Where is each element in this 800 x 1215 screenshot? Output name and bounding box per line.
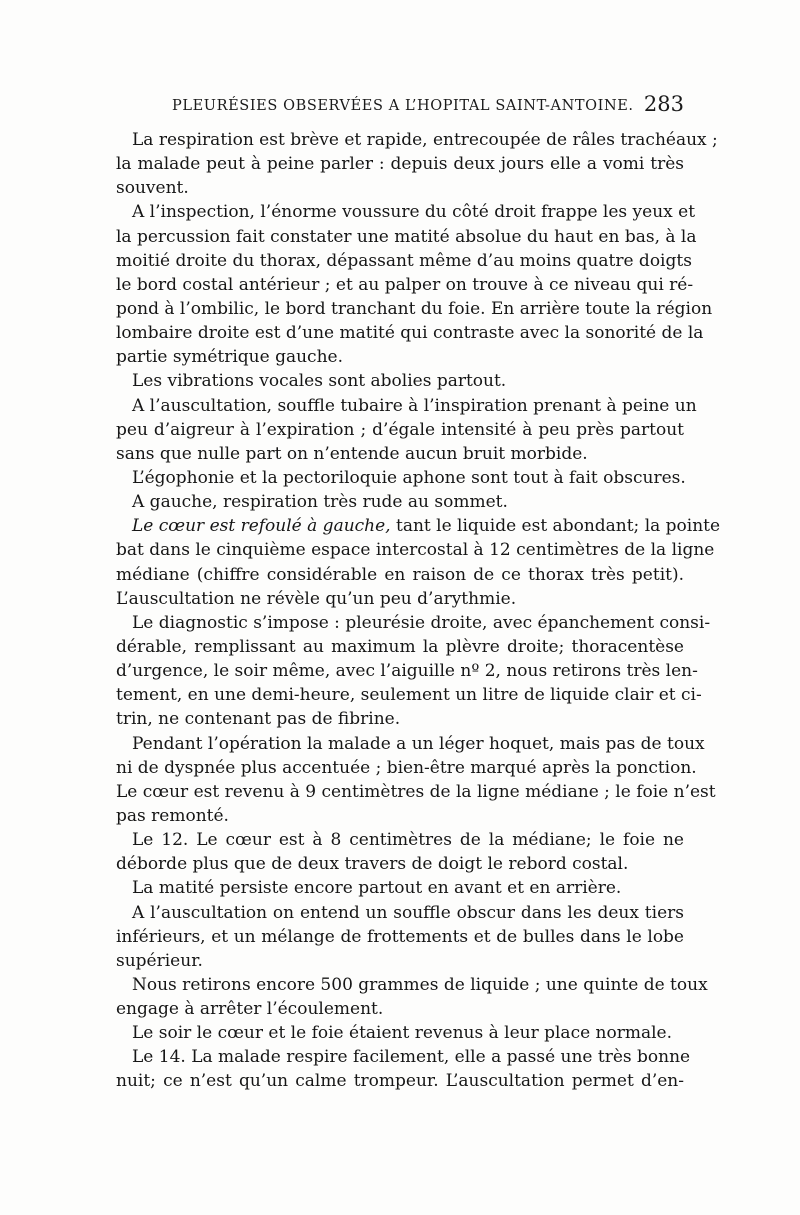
text-line: La respiration est brève et rapide, entrecoupée de râles trachéaux ; bbox=[132, 130, 718, 150]
text-line: moitié droite du thorax, dépassant même d’au moins quatre doigts bbox=[116, 250, 692, 271]
text-line: médiane (chiffre considérable en raison de ce thorax très petit). bbox=[116, 564, 684, 585]
text-line-with-italic-lead bbox=[116, 514, 721, 538]
text-line: Le 14. La malade respire facilement, elle a passé une très bonne bbox=[132, 1047, 691, 1068]
text-line: dérable, remplissant au maximum la plèvre droite; thoracentèse bbox=[116, 636, 684, 657]
text-line: A l’auscultation, souffle tubaire à l’inspiration prenant à peine un bbox=[132, 395, 697, 416]
text-line: supérieur. bbox=[116, 950, 203, 971]
text-line: Nous retirons encore 500 grammes de liquide ; une quinte de toux bbox=[132, 974, 708, 995]
text-line: Le soir le cœur et le foie étaient revenus à leur place normale. bbox=[132, 1023, 673, 1044]
text-line: L’auscultation ne révèle qu’un peu d’arythmie. bbox=[116, 588, 517, 609]
italic-lead: Le cœur est refoulé à gauche, bbox=[132, 516, 391, 537]
text-line: A gauche, respiration très rude au sommet. bbox=[132, 492, 508, 513]
text-line: trin, ne contenant pas de fibrine. bbox=[116, 709, 401, 730]
text-line: souvent. bbox=[116, 178, 189, 199]
running-head: PLEURÉSIES OBSERVÉES A L’HOPITAL SAINT-ANTOINE. bbox=[172, 98, 634, 114]
text-line: pas remonté. bbox=[116, 805, 229, 826]
text-line: bat dans le cinquième espace intercostal à 12 centimètres de la ligne bbox=[116, 540, 715, 561]
text-line: la percussion fait constater une matité absolue du haut en bas, à la bbox=[116, 226, 697, 247]
text-line: la malade peut à peine parler : depuis deux jours elle a vomi très bbox=[116, 154, 684, 175]
text-line: ni de dyspnée plus accentuée ; bien-être marqué après la ponction. bbox=[116, 757, 697, 778]
text-line: le bord costal antérieur ; et au palper on trouve à ce niveau qui ré- bbox=[116, 274, 694, 295]
text-line: Le 12. Le cœur est à 8 centimètres de la médiane; le foie ne bbox=[132, 830, 684, 851]
text-line-rest: tant le liquide est abondant; la pointe bbox=[396, 516, 721, 537]
text-line: Le diagnostic s’impose : pleurésie droite, avec épanchement consi- bbox=[132, 612, 711, 633]
text-line: d’urgence, le soir même, avec l’aiguille nº 2, nous retirons très len- bbox=[116, 661, 698, 682]
text-line: engage à arrêter l’écoulement. bbox=[116, 999, 384, 1020]
text-line: pond à l’ombilic, le bord tranchant du foie. En arrière toute la région bbox=[116, 298, 713, 319]
page-number: 283 bbox=[643, 92, 684, 116]
text-line: A l’auscultation on entend un souffle obscur dans les deux tiers bbox=[132, 902, 684, 923]
text-line: inférieurs, et un mélange de frottements et de bulles dans le lobe bbox=[116, 926, 684, 947]
text-line: L’égophonie et la pectoriloquie aphone sont tout à fait obscures. bbox=[132, 467, 686, 488]
text-line: La matité persiste encore partout en avant et en arrière. bbox=[132, 878, 622, 899]
body-text bbox=[116, 128, 721, 1094]
text-line: lombaire droite est d’une matité qui contraste avec la sonorité de la bbox=[116, 323, 704, 344]
text-line: tement, en une demi-heure, seulement un litre de liquide clair et ci- bbox=[116, 685, 702, 706]
page-header bbox=[172, 92, 684, 120]
text-line: Pendant l’opération la malade a un léger hoquet, mais pas de toux bbox=[132, 733, 705, 754]
text-line: nuit; ce n’est qu’un calme trompeur. L’auscultation permet d’en- bbox=[116, 1071, 684, 1092]
text-line: sans que nulle part on n’entende aucun bruit morbide. bbox=[116, 443, 588, 464]
text-line: déborde plus que de deux travers de doigt le rebord costal. bbox=[116, 854, 629, 875]
text-line: A l’inspection, l’énorme voussure du côté droit frappe les yeux et bbox=[132, 202, 696, 223]
text-line: partie symétrique gauche. bbox=[116, 347, 343, 368]
text-line: peu d’aigreur à l’expiration ; d’égale intensité à peu près partout bbox=[116, 419, 684, 440]
text-line: Le cœur est revenu à 9 centimètres de la ligne médiane ; le foie n’est bbox=[116, 781, 716, 802]
text-line: Les vibrations vocales sont abolies partout. bbox=[132, 371, 507, 392]
